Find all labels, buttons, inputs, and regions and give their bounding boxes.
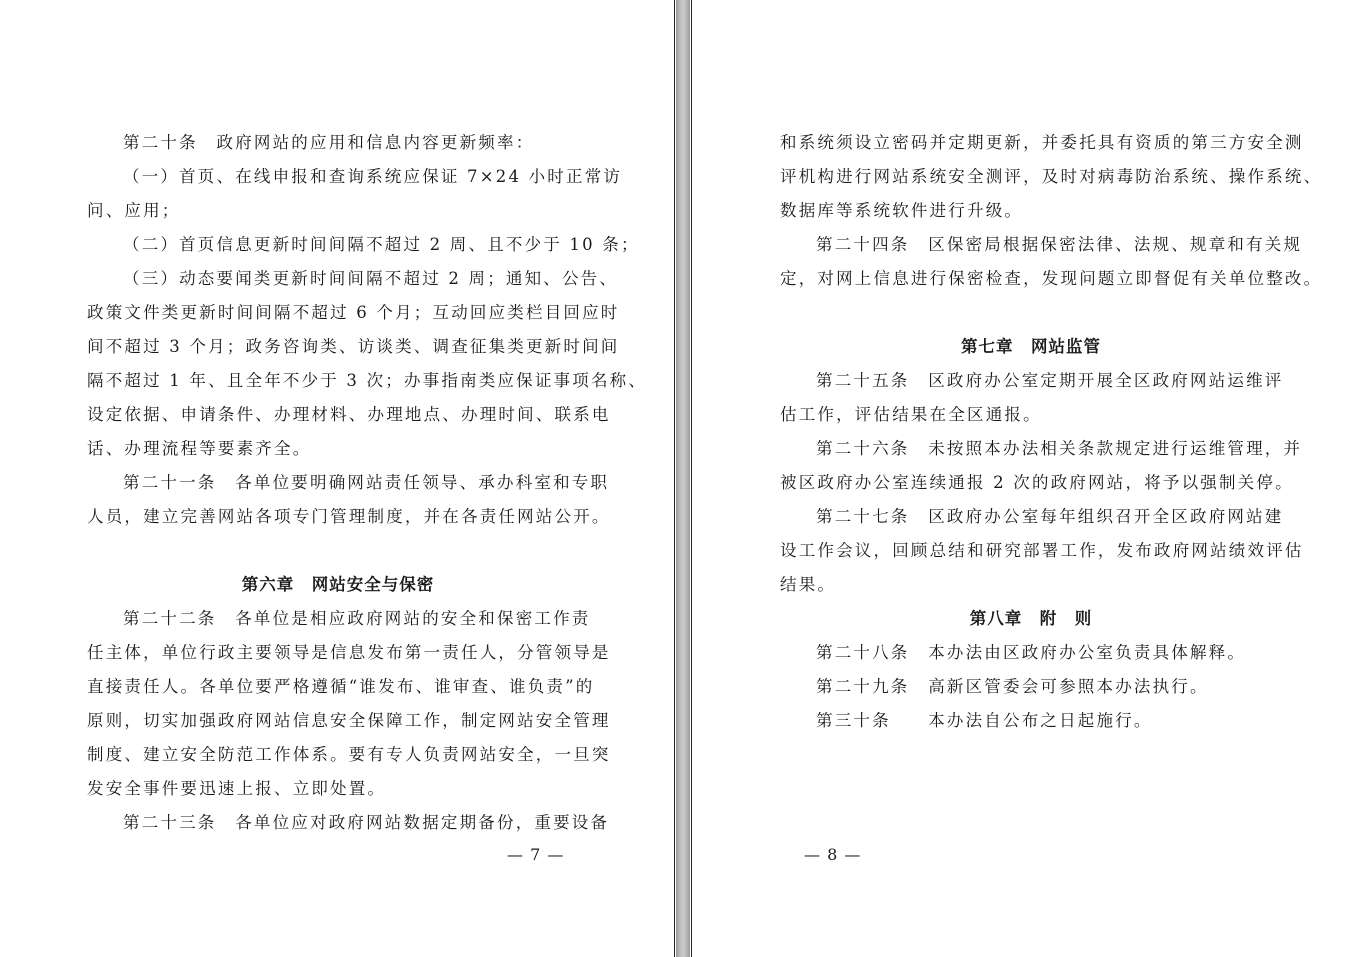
- text-line: 结果。: [780, 575, 837, 594]
- article-25: 第二十五条 区政府办公室定期开展全区政府网站运维评: [816, 371, 1284, 390]
- text-line: （一）首页、在线申报和查询系统应保证 7×24 小时正常访: [123, 167, 623, 186]
- text-line: 间不超过 3 个月；政务咨询类、访谈类、调查征集类更新时间间: [87, 337, 620, 356]
- text-line: 制度、建立安全防范工作体系。要有专人负责网站安全，一旦突: [87, 745, 611, 764]
- article-24: 第二十四条 区保密局根据保密法律、法规、规章和有关规: [816, 235, 1303, 254]
- article-20-title: 第二十条 政府网站的应用和信息内容更新频率：: [123, 133, 535, 152]
- chapter-8-heading: 第八章 附 则: [969, 609, 1093, 628]
- text-line: 设工作会议，回顾总结和研究部署工作，发布政府网站绩效评估: [780, 541, 1304, 560]
- page-7-text: [87, 126, 648, 840]
- text-line: 隔不超过 1 年、且全年不少于 3 次；办事指南类应保证事项名称、: [87, 371, 648, 390]
- page-gutter: [676, 0, 690, 957]
- article-29: 第二十九条 高新区管委会可参照本办法执行。: [816, 677, 1209, 696]
- text-line: 问、应用；: [87, 201, 181, 220]
- text-line: 原则，切实加强政府网站信息安全保障工作，制定网站安全管理: [87, 711, 611, 730]
- text-line: 任主体，单位行政主要领导是信息发布第一责任人，分管领导是: [87, 643, 611, 662]
- text-line: 评机构进行网站系统安全测评，及时对病毒防治系统、操作系统、: [780, 167, 1323, 186]
- text-line: 定，对网上信息进行保密检查，发现问题立即督促有关单位整改。: [780, 269, 1323, 288]
- spacer: [87, 534, 589, 568]
- text-line: 政策文件类更新时间间隔不超过 6 个月；互动回应类栏目回应时: [87, 303, 620, 322]
- chapter-7-heading: 第七章 网站监管: [961, 337, 1101, 356]
- text-line: 发安全事件要迅速上报、立即处置。: [87, 779, 387, 798]
- document-page-7: [0, 0, 675, 957]
- page-number: — 8 —: [804, 845, 862, 864]
- text-line: 直接责任人。各单位要严格遵循“谁发布、谁审查、谁负责”的: [87, 677, 595, 696]
- text-line: （三）动态要闻类更新时间间隔不超过 2 周；通知、公告、: [123, 269, 619, 288]
- article-26: 第二十六条 未按照本办法相关条款规定进行运维管理，并: [816, 439, 1303, 458]
- page-8-text: [780, 126, 1323, 738]
- text-line: 话、办理流程等要素齐全。: [87, 439, 312, 458]
- chapter-6-heading: 第六章 网站安全与保密: [241, 575, 435, 594]
- article-22: 第二十二条 各单位是相应政府网站的安全和保密工作责: [123, 609, 591, 628]
- text-line: 人员，建立完善网站各项专门管理制度，并在各责任网站公开。: [87, 507, 611, 526]
- article-30: 第三十条 本办法自公布之日起施行。: [816, 711, 1153, 730]
- article-27: 第二十七条 区政府办公室每年组织召开全区政府网站建: [816, 507, 1284, 526]
- spacer: [780, 296, 1282, 330]
- article-23: 第二十三条 各单位应对政府网站数据定期备份，重要设备: [123, 813, 610, 832]
- page-number: — 7 —: [507, 845, 565, 864]
- text-line: 数据库等系统软件进行升级。: [780, 201, 1024, 220]
- text-line: 被区政府办公室连续通报 2 次的政府网站，将予以强制关停。: [780, 473, 1294, 492]
- text-line: （二）首页信息更新时间间隔不超过 2 周、且不少于 10 条；: [123, 235, 640, 254]
- document-page-8: [691, 0, 1365, 957]
- text-line: 和系统须设立密码并定期更新，并委托具有资质的第三方安全测: [780, 133, 1304, 152]
- article-28: 第二十八条 本办法由区政府办公室负责具体解释。: [816, 643, 1247, 662]
- text-line: 估工作，评估结果在全区通报。: [780, 405, 1042, 424]
- article-21: 第二十一条 各单位要明确网站责任领导、承办科室和专职: [123, 473, 610, 492]
- text-line: 设定依据、申请条件、办理材料、办理地点、办理时间、联系电: [87, 405, 611, 424]
